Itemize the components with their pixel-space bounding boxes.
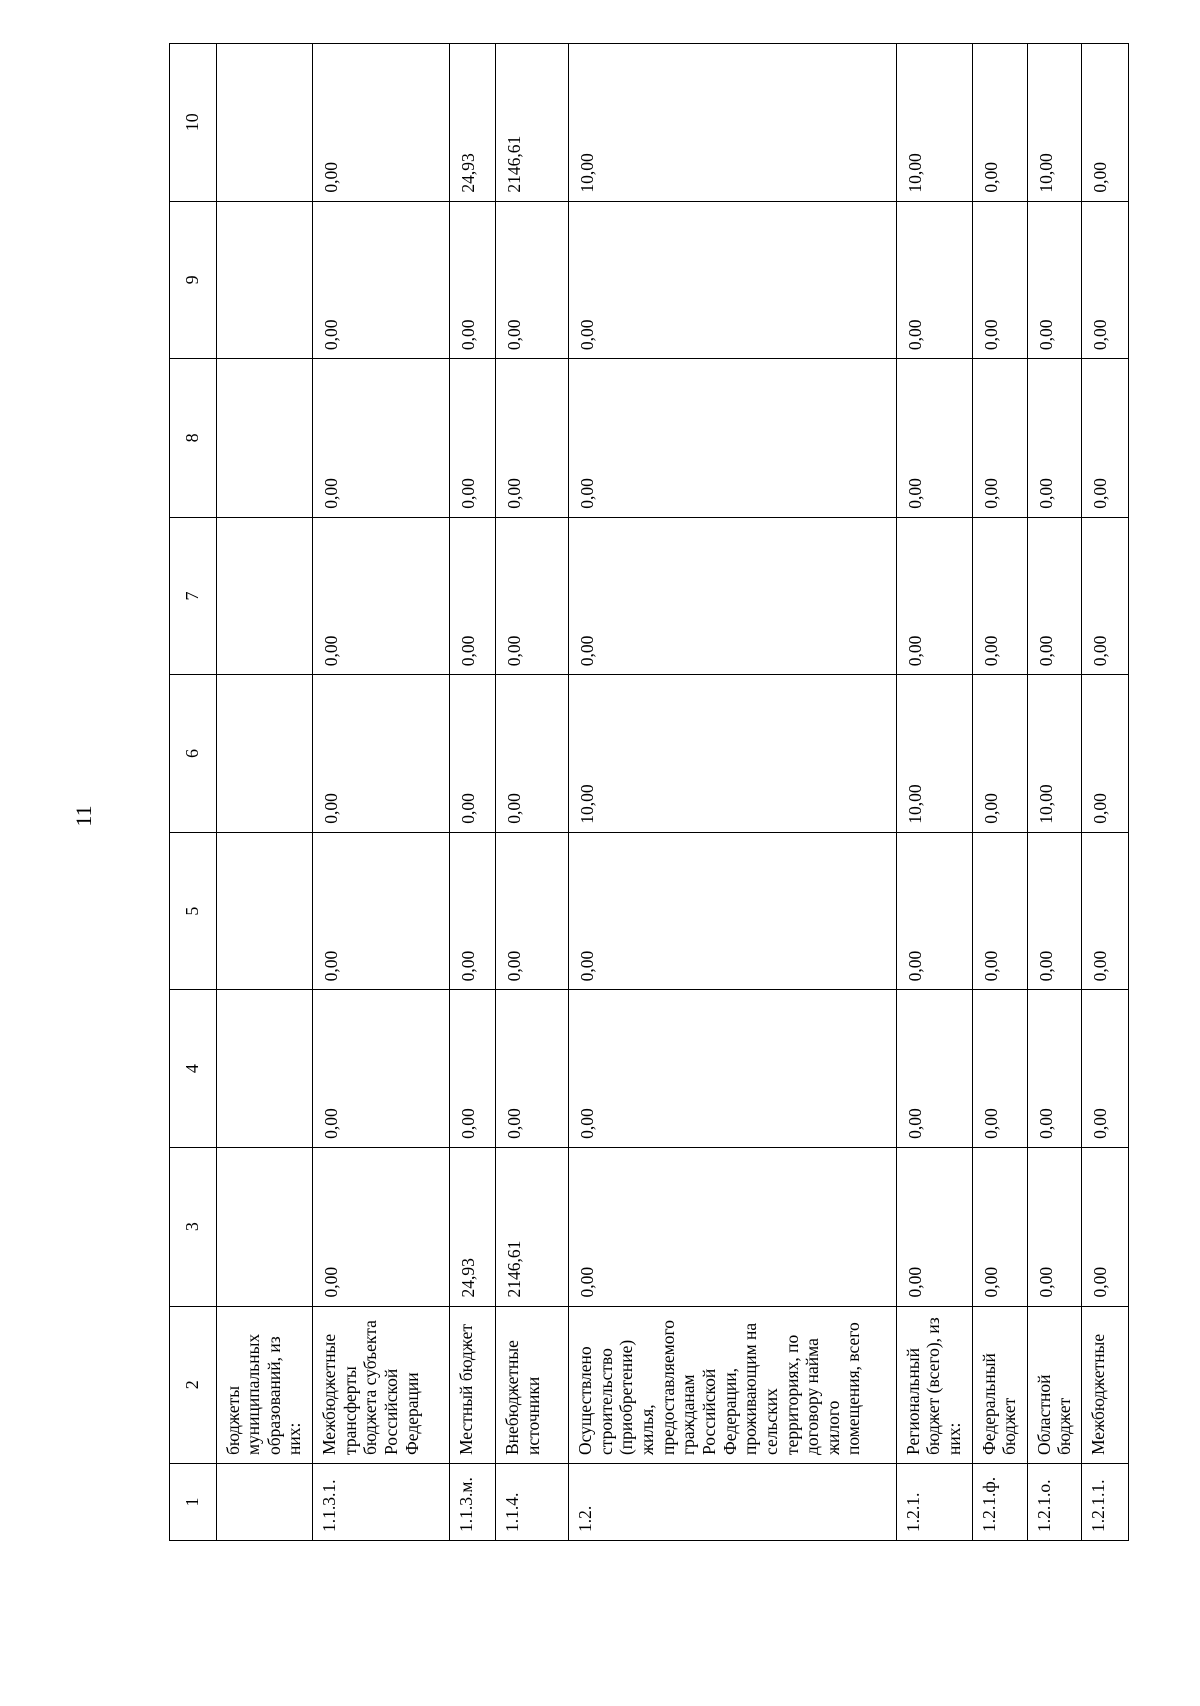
table-cell [216,675,313,833]
table-cell: 0,00 [1027,517,1082,675]
table-cell: 0,00 [496,359,569,518]
table-cell [216,832,313,990]
table-row [313,44,450,1541]
row-code [216,1464,313,1541]
table-cell: 10,00 [896,44,972,202]
table-cell: 0,00 [1027,832,1082,990]
header-cell: 10 [170,44,217,202]
table-cell: 0,00 [569,201,897,359]
table-cell: 0,00 [313,1147,450,1306]
row-code: 1.1.4. [496,1464,569,1541]
row-label: Межбюджетные трансферты бюджета субъекта Российской Федерации [313,1306,450,1464]
header-row [170,44,217,1541]
header-cell: 8 [170,359,217,518]
table-row [1027,44,1082,1541]
table-cell: 0,00 [569,832,897,990]
table-cell: 0,00 [896,1147,972,1306]
table-cell: 0,00 [1082,44,1129,202]
table-row [216,44,313,1541]
page-number: 11 [71,805,96,827]
header-cell: 6 [170,675,217,833]
table-cell: 0,00 [1082,832,1129,990]
table-cell: 0,00 [1082,675,1129,833]
table-cell: 0,00 [313,990,450,1148]
budget-table [169,43,1129,1541]
row-label: Федеральный бюджет [972,1306,1027,1464]
table-cell: 2146,61 [496,1147,569,1306]
table-cell: 0,00 [569,359,897,518]
row-label: бюджеты муниципальных образований, из них: [216,1306,313,1464]
table-cell: 0,00 [1082,1147,1129,1306]
table-cell: 0,00 [496,517,569,675]
row-code: 1.1.3.1. [313,1464,450,1541]
header-cell: 9 [170,201,217,359]
row-label: Региональный бюджет (всего), из них: [896,1306,972,1464]
table-cell: 0,00 [496,675,569,833]
table-cell: 0,00 [972,832,1027,990]
row-label: Межбюджетные [1082,1306,1129,1464]
header-cell: 3 [170,1147,217,1306]
table-cell: 0,00 [569,517,897,675]
table-row [972,44,1027,1541]
table-cell: 0,00 [313,201,450,359]
table-cell: 0,00 [972,359,1027,518]
table-cell: 0,00 [449,675,496,833]
row-code: 1.2.1.ф. [972,1464,1027,1541]
table-cell: 0,00 [972,44,1027,202]
table-cell [216,359,313,518]
row-code: 1.2.1. [896,1464,972,1541]
table-cell [216,44,313,202]
table-cell: 0,00 [496,832,569,990]
table-cell: 0,00 [896,517,972,675]
table-cell: 0,00 [972,675,1027,833]
table-cell: 10,00 [1027,44,1082,202]
table-cell: 0,00 [313,517,450,675]
table-cell: 0,00 [1027,990,1082,1148]
row-label: Внебюджетные источники [496,1306,569,1464]
table-cell: 0,00 [896,990,972,1148]
header-cell: 4 [170,990,217,1148]
table-row [449,44,496,1541]
table-cell: 10,00 [1027,675,1082,833]
table-cell: 0,00 [313,359,450,518]
table-cell: 0,00 [496,990,569,1148]
table-cell: 0,00 [313,675,450,833]
table-cell: 0,00 [896,832,972,990]
table-cell [216,990,313,1148]
table-row [896,44,972,1541]
table-cell: 0,00 [972,1147,1027,1306]
rotated-table-container [169,43,1129,1541]
table-cell: 24,93 [449,44,496,202]
table-cell: 0,00 [1082,359,1129,518]
row-label: Местный бюджет [449,1306,496,1464]
table-cell [216,1147,313,1306]
table-cell: 0,00 [1082,990,1129,1148]
table-row [569,44,897,1541]
table-cell: 0,00 [496,201,569,359]
table-cell: 0,00 [972,517,1027,675]
table-cell: 0,00 [1082,201,1129,359]
header-cell: 1 [170,1464,217,1541]
row-label: Областной бюджет [1027,1306,1082,1464]
table-cell: 0,00 [569,990,897,1148]
table-cell: 0,00 [972,990,1027,1148]
table-cell: 0,00 [1027,201,1082,359]
table-cell: 0,00 [449,990,496,1148]
table-cell: 0,00 [313,832,450,990]
table-cell: 10,00 [569,675,897,833]
table-cell: 0,00 [449,201,496,359]
table-cell: 0,00 [1027,1147,1082,1306]
table-cell: 2146,61 [496,44,569,202]
table-cell: 0,00 [449,517,496,675]
row-code: 1.2.1.1. [1082,1464,1129,1541]
table-cell: 0,00 [1027,359,1082,518]
table-cell: 0,00 [449,359,496,518]
row-code: 1.1.3.м. [449,1464,496,1541]
table-cell: 10,00 [569,44,897,202]
table-cell: 10,00 [896,675,972,833]
table-row [496,44,569,1541]
table-cell: 0,00 [972,201,1027,359]
table-cell [216,201,313,359]
table-cell: 0,00 [449,832,496,990]
table-cell: 0,00 [569,1147,897,1306]
header-cell: 7 [170,517,217,675]
table-row [1082,44,1129,1541]
table-cell: 0,00 [1082,517,1129,675]
header-cell: 2 [170,1306,217,1464]
table-cell: 0,00 [896,359,972,518]
row-code: 1.2.1.о. [1027,1464,1082,1541]
header-cell: 5 [170,832,217,990]
row-code: 1.2. [569,1464,897,1541]
table-cell: 24,93 [449,1147,496,1306]
row-label: Осуществлено строительство (приобретение) жилья, предоставляемого гражданам Российской Федерации, проживающим на сельских территориях, по договору найма жилого помещения, всего [569,1306,897,1464]
table-cell: 0,00 [313,44,450,202]
table-cell: 0,00 [896,201,972,359]
table-cell [216,517,313,675]
